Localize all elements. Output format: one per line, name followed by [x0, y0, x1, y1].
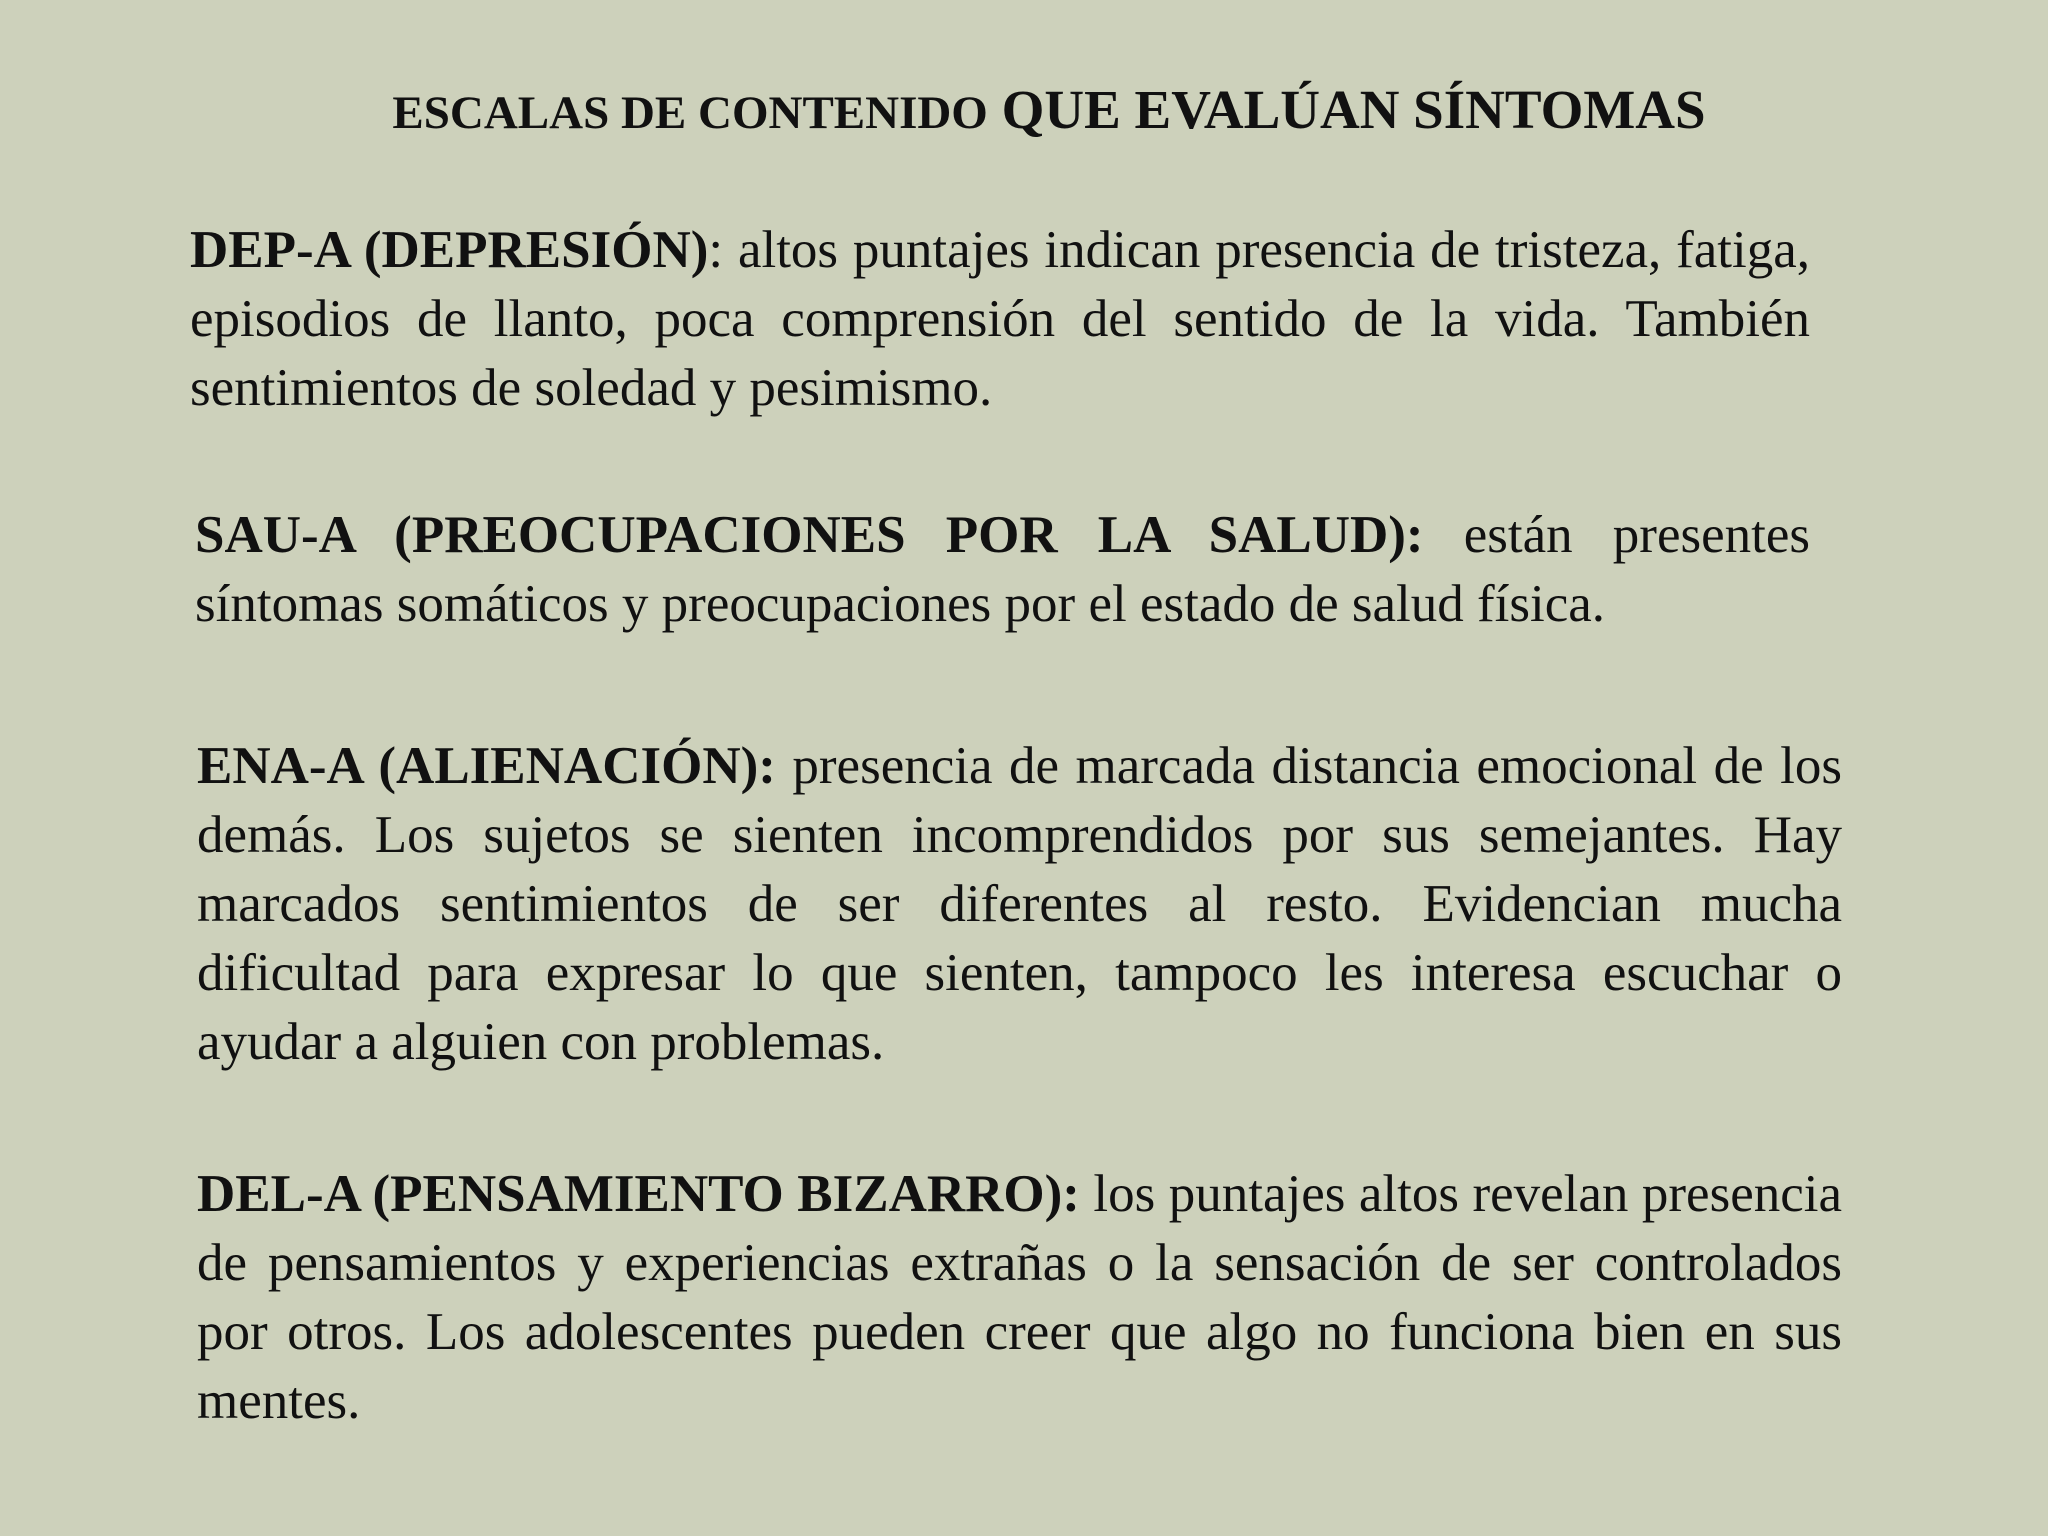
slide-title: [0, 79, 2048, 152]
scale-ena-a-description: presencia de marcada distancia emocional de los demás. Los sujetos se sienten incomprendidos por sus semejantes. Hay marcados sentimientos de ser diferentes al resto. Evidencian mucha dificultad para expresar lo que sienten, tampoco les interesa escuchar o ayudar a alguien con problemas.: [197, 737, 1842, 1071]
scale-sau-a-heading: SAU-A (PREOCUPACIONES POR LA SALUD):: [195, 506, 1424, 564]
scale-dep-a: [190, 216, 1810, 423]
slide-title-part1: ESCALAS DE CONTENIDO: [392, 87, 988, 139]
scale-sau-a-description: están presentes síntomas somáticos y preocupaciones por el estado de salud física.: [195, 506, 1810, 633]
scale-del-a-description: los puntajes altos revelan presencia de pensamientos y experiencias extrañas o la sensación de ser controlados por otros. Los adolescentes pueden creer que algo no funciona bien en sus mentes.: [197, 1165, 1842, 1430]
slide-title-part2: QUE EVALÚAN SÍNTOMAS: [987, 79, 1706, 140]
scale-sau-a: [195, 501, 1810, 639]
scale-dep-a-description: altos puntajes indican presencia de tristeza, fatiga, episodios de llanto, poca comprensión del sentido de la vida. También sentimientos de soledad y pesimismo.: [190, 221, 1810, 417]
scale-dep-a-separator: :: [708, 221, 724, 279]
scale-ena-a: [197, 732, 1842, 1077]
scale-dep-a-heading: DEP-A (DEPRESIÓN): [190, 221, 709, 279]
scale-del-a: [197, 1160, 1842, 1436]
scale-del-a-heading: DEL-A (PENSAMIENTO BIZARRO):: [197, 1165, 1080, 1223]
scale-ena-a-heading: ENA-A (ALIENACIÓN):: [197, 737, 776, 795]
